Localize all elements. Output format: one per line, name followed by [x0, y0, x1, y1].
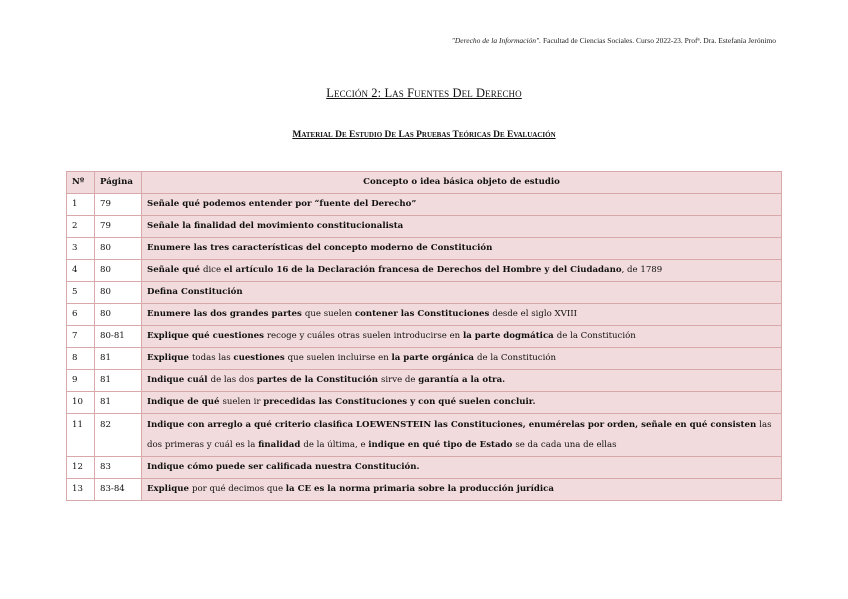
- row-number: 11: [67, 414, 95, 457]
- row-page: 80: [95, 260, 142, 282]
- concept-text: que suelen: [304, 309, 355, 319]
- row-number: 5: [67, 282, 95, 304]
- concept-text-bold: Indique cómo puede ser calificada nuestra Constitución.: [147, 462, 420, 472]
- concept-text-bold: Explique qué cuestiones: [147, 331, 267, 341]
- lesson-title: Lección 2: Las Fuentes Del Derecho: [326, 86, 522, 100]
- concept-text: que suelen incluirse en: [287, 353, 392, 363]
- row-page: 81: [95, 348, 142, 370]
- row-concept: [142, 370, 782, 392]
- concept-text-bold: Enumere las dos grandes partes: [147, 309, 305, 319]
- row-number: 7: [67, 326, 95, 348]
- row-page: 80: [95, 282, 142, 304]
- document-subtitle: Material De Estudio De Las Pruebas Teóricas De Evaluación: [292, 130, 556, 140]
- concept-text: de la Constitución: [556, 331, 636, 341]
- row-number: 13: [67, 479, 95, 501]
- concept-text-bold: la parte orgánica: [391, 353, 477, 363]
- row-concept: [142, 348, 782, 370]
- table-row: [67, 370, 782, 392]
- concept-text-bold: indique en qué tipo de Estado: [368, 440, 516, 450]
- concept-text: suelen ir: [222, 397, 264, 407]
- header-page: Página: [95, 172, 142, 194]
- row-number: 10: [67, 392, 95, 414]
- concept-text-bold: la parte dogmática: [462, 331, 557, 341]
- course-name: "Derecho de la Información".: [451, 36, 542, 45]
- concept-text-bold: Enumere las tres características del concepto moderno de Constitución: [147, 243, 493, 253]
- concept-text: de las dos: [210, 375, 257, 385]
- row-page: 83: [95, 457, 142, 479]
- row-number: 4: [67, 260, 95, 282]
- concept-text: recoge y cuáles otras suelen introducirse en: [266, 331, 463, 341]
- concept-text: se da cada una de ellas: [515, 440, 617, 450]
- concept-text: sirve de: [380, 375, 419, 385]
- row-number: 6: [67, 304, 95, 326]
- table-row: [67, 392, 782, 414]
- table-row: [67, 282, 782, 304]
- row-page: 81: [95, 370, 142, 392]
- row-page: 80-81: [95, 326, 142, 348]
- course-details: Facultad de Ciencias Sociales. Curso 2022-23. Profª. Dra. Estefanía Jerónimo: [541, 36, 776, 45]
- row-number: 9: [67, 370, 95, 392]
- row-page: 80: [95, 304, 142, 326]
- row-concept: [142, 194, 782, 216]
- concept-text-bold: Señale qué: [147, 265, 203, 275]
- concept-text: , de 1789: [621, 265, 663, 275]
- concept-text: las dos primeras y cuál es la: [147, 420, 772, 450]
- concept-text: desde el siglo XVIII: [492, 309, 578, 319]
- table-row: [67, 479, 782, 501]
- row-concept: [142, 326, 782, 348]
- header-concept: Concepto o idea básica objeto de estudio: [142, 172, 782, 194]
- concept-text-bold: Explique: [147, 353, 192, 363]
- row-number: 3: [67, 238, 95, 260]
- row-page: 82: [95, 414, 142, 457]
- row-number: 1: [67, 194, 95, 216]
- row-number: 12: [67, 457, 95, 479]
- row-concept: [142, 479, 782, 501]
- table-row: [67, 194, 782, 216]
- concept-text-bold: el artículo 16 de la Declaración francesa de Derechos del Hombre y del Ciudadano: [223, 265, 622, 275]
- concept-text: de la Constitución: [477, 353, 557, 363]
- row-page: 79: [95, 194, 142, 216]
- table-row: [67, 216, 782, 238]
- concept-text-bold: Explique: [147, 484, 192, 494]
- row-page: 83-84: [95, 479, 142, 501]
- table-row: [67, 348, 782, 370]
- table-row: [67, 326, 782, 348]
- table-row: [67, 414, 782, 457]
- row-number: 8: [67, 348, 95, 370]
- concept-text-bold: Indique cuál: [147, 375, 211, 385]
- concept-text-bold: cuestiones: [233, 353, 288, 363]
- table-row: [67, 457, 782, 479]
- concept-text: dice: [202, 265, 224, 275]
- table-row: [67, 238, 782, 260]
- row-concept: [142, 216, 782, 238]
- table-row: [67, 260, 782, 282]
- row-page: 81: [95, 392, 142, 414]
- table-row: [67, 304, 782, 326]
- table-header-row: [67, 172, 782, 194]
- concept-text-bold: Señale qué podemos entender por “fuente del Derecho”: [147, 199, 417, 209]
- concept-text-bold: partes de la Constitución: [256, 375, 381, 385]
- row-concept: [142, 282, 782, 304]
- concept-text-bold: Señale la finalidad del movimiento constitucionalista: [147, 221, 404, 231]
- concept-text-bold: Indique de qué: [147, 397, 223, 407]
- row-page: 80: [95, 238, 142, 260]
- concept-text-bold: Defina Constitución: [147, 287, 243, 297]
- course-header: [452, 36, 776, 45]
- concept-text: por qué decimos que: [191, 484, 286, 494]
- row-concept: [142, 457, 782, 479]
- row-concept: [142, 392, 782, 414]
- table-body: [67, 194, 782, 501]
- row-concept: [142, 414, 782, 457]
- study-table: [66, 171, 782, 501]
- concept-text: de la última, e: [303, 440, 369, 450]
- concept-text-bold: contener las Constituciones: [354, 309, 493, 319]
- row-number: 2: [67, 216, 95, 238]
- concept-text-bold: precedidas las Constituciones y con qué suelen concluir.: [263, 397, 536, 407]
- row-concept: [142, 238, 782, 260]
- row-concept: [142, 304, 782, 326]
- concept-text-bold: Indique con arreglo a qué criterio clasifica LOEWENSTEIN las Constituciones, enumérelas por orden, señale en qué consisten: [147, 420, 760, 430]
- concept-text-bold: la CE es la norma primaria sobre la producción jurídica: [285, 484, 554, 494]
- concept-text: todas las: [191, 353, 234, 363]
- header-number: Nº: [67, 172, 95, 194]
- row-page: 79: [95, 216, 142, 238]
- row-concept: [142, 260, 782, 282]
- concept-text-bold: finalidad: [258, 440, 304, 450]
- concept-text-bold: garantía a la otra.: [418, 375, 506, 385]
